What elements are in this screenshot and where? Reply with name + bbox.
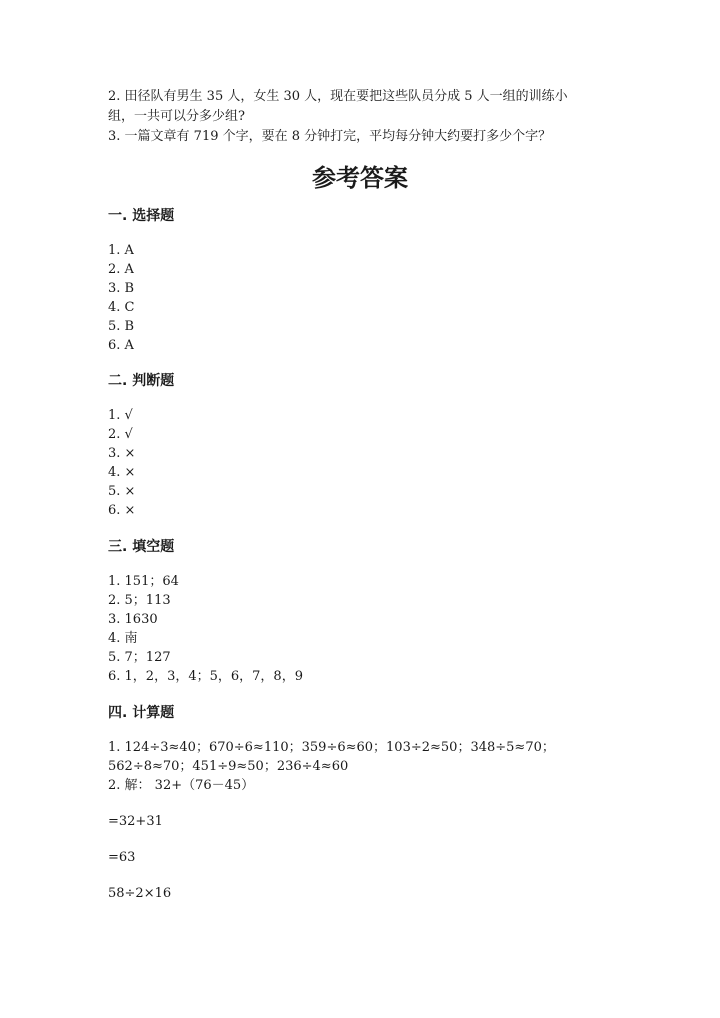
fill-answer: 4. 南 xyxy=(108,631,138,646)
judge-answer: 1. √ xyxy=(108,408,133,423)
choice-answer: 3. B xyxy=(108,281,135,296)
choice-answer: 1. A xyxy=(108,243,134,258)
section-heading-judge: 二. 判断题 xyxy=(108,373,175,389)
section-heading-fill: 三. 填空题 xyxy=(108,539,175,555)
fill-answer: 5. 7；127 xyxy=(108,650,171,665)
calc-step: =32+31 xyxy=(108,814,163,829)
calc-step: =63 xyxy=(108,850,136,865)
calc-answer-line: 562÷8≈70；451÷9≈50；236÷4≈60 xyxy=(108,759,349,774)
judge-answer: 4. × xyxy=(108,465,136,480)
section-heading-calc: 四. 计算题 xyxy=(108,705,175,721)
calc-answer-line: 2. 解： 32+（76－45） xyxy=(108,778,255,793)
judge-answer: 2. √ xyxy=(108,427,133,442)
choice-answer: 2. A xyxy=(108,262,134,277)
choice-answer: 4. C xyxy=(108,300,135,315)
calc-expression: 58÷2×16 xyxy=(108,886,172,901)
choice-answer: 5. B xyxy=(108,319,135,334)
fill-answer: 3. 1630 xyxy=(108,612,158,627)
choice-answer: 6. A xyxy=(108,338,134,353)
answer-title: 参考答案 xyxy=(312,164,408,192)
question-2-line-2: 组，一共可以分多少组? xyxy=(108,109,245,124)
judge-answer: 3. × xyxy=(108,446,136,461)
calc-answer-line: 1. 124÷3≈40；670÷6≈110；359÷6≈60；103÷2≈50；348÷5≈70； xyxy=(108,740,555,755)
question-3: 3. 一篇文章有 719 个字，要在 8 分钟打完，平均每分钟大约要打多少个字？ xyxy=(108,129,552,144)
fill-answer: 6. 1，2，3，4；5，6，7，8，9 xyxy=(108,669,303,684)
fill-answer: 2. 5；113 xyxy=(108,593,171,608)
fill-answer: 1. 151；64 xyxy=(108,574,179,589)
section-heading-choice: 一. 选择题 xyxy=(108,208,175,224)
judge-answer: 6. × xyxy=(108,503,136,518)
judge-answer: 5. × xyxy=(108,484,136,499)
question-2-line-1: 2. 田径队有男生 35 人，女生 30 人，现在要把这些队员分成 5 人一组的训练小 xyxy=(108,89,568,104)
